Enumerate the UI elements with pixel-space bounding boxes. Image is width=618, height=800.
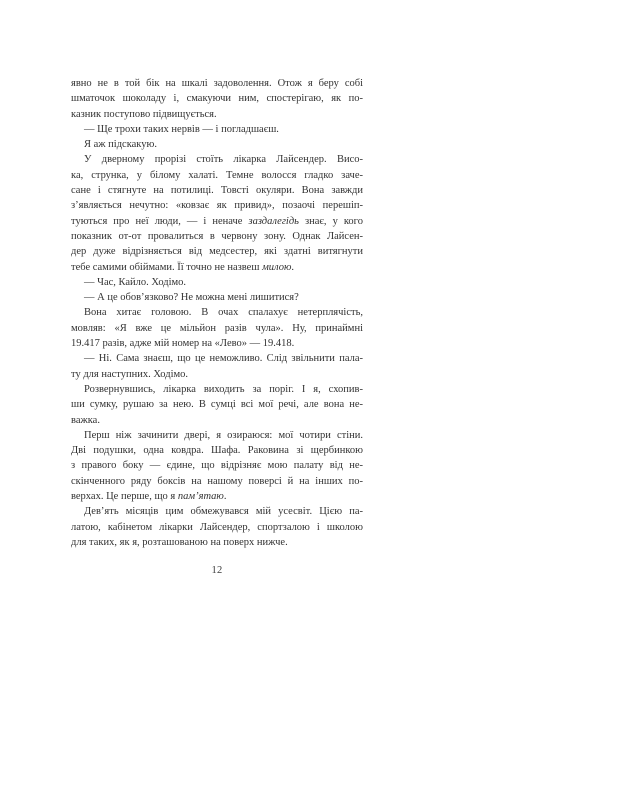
text-segment: знає, у кого <box>298 215 363 227</box>
text-segment: ка, струнка, у білому халаті. Темне волосся гладко заче- <box>71 169 363 181</box>
text-line <box>71 489 363 504</box>
text-segment: Я аж підскакую. <box>84 139 157 151</box>
text-segment: показник от-от провалиться в червону зону. Однак Лайсен- <box>71 230 363 242</box>
paragraph <box>71 76 363 122</box>
italic-text-segment: заздалегідь <box>248 215 299 227</box>
text-segment: — Ні. Сама знаєш, що це неможливо. Слід звільнити пала- <box>84 353 363 365</box>
paragraph <box>71 137 363 152</box>
text-segment: Розвернувшись, лікарка виходить за поріг. І я, схопив- <box>84 383 363 395</box>
text-segment: шматочок шоколаду і, смакуючи ним, спостерігаю, як по- <box>71 93 363 105</box>
text-line <box>71 504 363 519</box>
text-segment: тебе самими обіймами. Її точно не назвеш <box>71 261 263 273</box>
text-segment: — А це обов’язково? Не можна мені лишитися? <box>84 292 299 304</box>
paragraph <box>71 152 363 274</box>
text-line <box>71 382 363 397</box>
text-segment: латою, кабінетом лікарки Лайсендер, спортзалою і школою <box>71 521 363 533</box>
text-line <box>71 351 363 366</box>
text-line <box>71 229 363 244</box>
text-segment: з’являється нечутно: «ковзає як привид», позаочі перешіп- <box>71 200 363 212</box>
paragraph <box>71 122 363 137</box>
text-line <box>71 413 363 428</box>
text-line <box>71 397 363 412</box>
paragraph <box>71 351 363 382</box>
text-line <box>71 305 363 320</box>
text-line <box>71 91 363 106</box>
text-segment: — Ще трохи таких нервів — і погладшаєш. <box>84 123 279 135</box>
text-segment: ши сумку, рушаю за нею. В сумці всі мої речі, але вона не- <box>71 399 363 411</box>
text-segment: Перш ніж зачинити двері, я озираюся: мої чотири стіни. <box>84 429 363 441</box>
text-block <box>71 76 363 550</box>
paragraph <box>71 275 363 290</box>
text-line <box>71 443 363 458</box>
text-line <box>71 198 363 213</box>
text-line <box>71 535 363 550</box>
text-segment: У дверному прорізі стоїть лікарка Лайсендер. Висо- <box>84 154 363 166</box>
text-line <box>71 290 363 305</box>
paragraph <box>71 428 363 504</box>
text-line <box>71 428 363 443</box>
text-segment: Дві подушки, одна ковдра. Шафа. Раковина зі щербинкою <box>71 445 363 457</box>
text-line <box>71 122 363 137</box>
text-segment: Дев’ять місяців цим обмежувався мій усесвіт. Цією па- <box>84 506 363 518</box>
text-segment: верхах. Це перше, що я <box>71 491 178 503</box>
text-segment: ту для наступних. Ходімо. <box>71 368 189 380</box>
italic-text-segment: милою <box>262 261 292 273</box>
text-segment: дер дуже відрізняється від медсестер, які здатні витягнути <box>71 246 363 258</box>
text-segment: туються про неї люди, — і неначе <box>71 215 249 227</box>
text-segment: . <box>223 491 227 503</box>
text-segment: з правого боку — єдине, що відрізняє мою палату від не- <box>71 460 363 472</box>
paragraph <box>71 382 363 428</box>
page-number: 12 <box>211 565 223 576</box>
text-line <box>71 168 363 183</box>
text-segment: явно не в той бік на шкалі задоволення. Отож я беру собі <box>71 78 363 89</box>
text-segment: сане і стягнуте на потилиці. Товсті окуляри. Вона завжди <box>71 185 363 197</box>
text-line <box>71 244 363 259</box>
text-line <box>71 321 363 336</box>
text-line <box>71 458 363 473</box>
text-line <box>71 214 363 229</box>
text-segment: для таких, як я, розташованою на поверх нижче. <box>71 536 288 548</box>
paragraph <box>71 504 363 550</box>
text-line <box>71 76 363 91</box>
text-segment: — Час, Кайло. Ходімо. <box>84 276 187 288</box>
text-line <box>71 183 363 198</box>
text-line <box>71 107 363 122</box>
paragraph <box>71 305 363 351</box>
text-segment: важка. <box>71 414 100 426</box>
text-segment: 19.417 разів, адже мій номер на «Лево» — 19.418. <box>71 338 295 350</box>
text-segment: . <box>291 261 294 273</box>
text-segment: скінченного ряду боксів на нашому поверсі й на інших по- <box>71 475 363 487</box>
text-segment: казник поступово підвищується. <box>71 108 217 120</box>
text-line <box>71 260 363 275</box>
paragraph <box>71 290 363 305</box>
text-line <box>71 367 363 382</box>
text-line <box>71 474 363 489</box>
text-line <box>71 137 363 152</box>
text-segment: Вона хитає головою. В очах спалахує нетерплячість, <box>84 307 363 319</box>
text-line <box>71 152 363 167</box>
text-line <box>71 336 363 351</box>
italic-text-segment: пам’ятаю <box>177 491 224 503</box>
text-line <box>71 520 363 535</box>
text-line <box>71 275 363 290</box>
text-segment: мовляв: «Я вже це мільйон разів чула». Ну, принаймні <box>71 322 363 334</box>
